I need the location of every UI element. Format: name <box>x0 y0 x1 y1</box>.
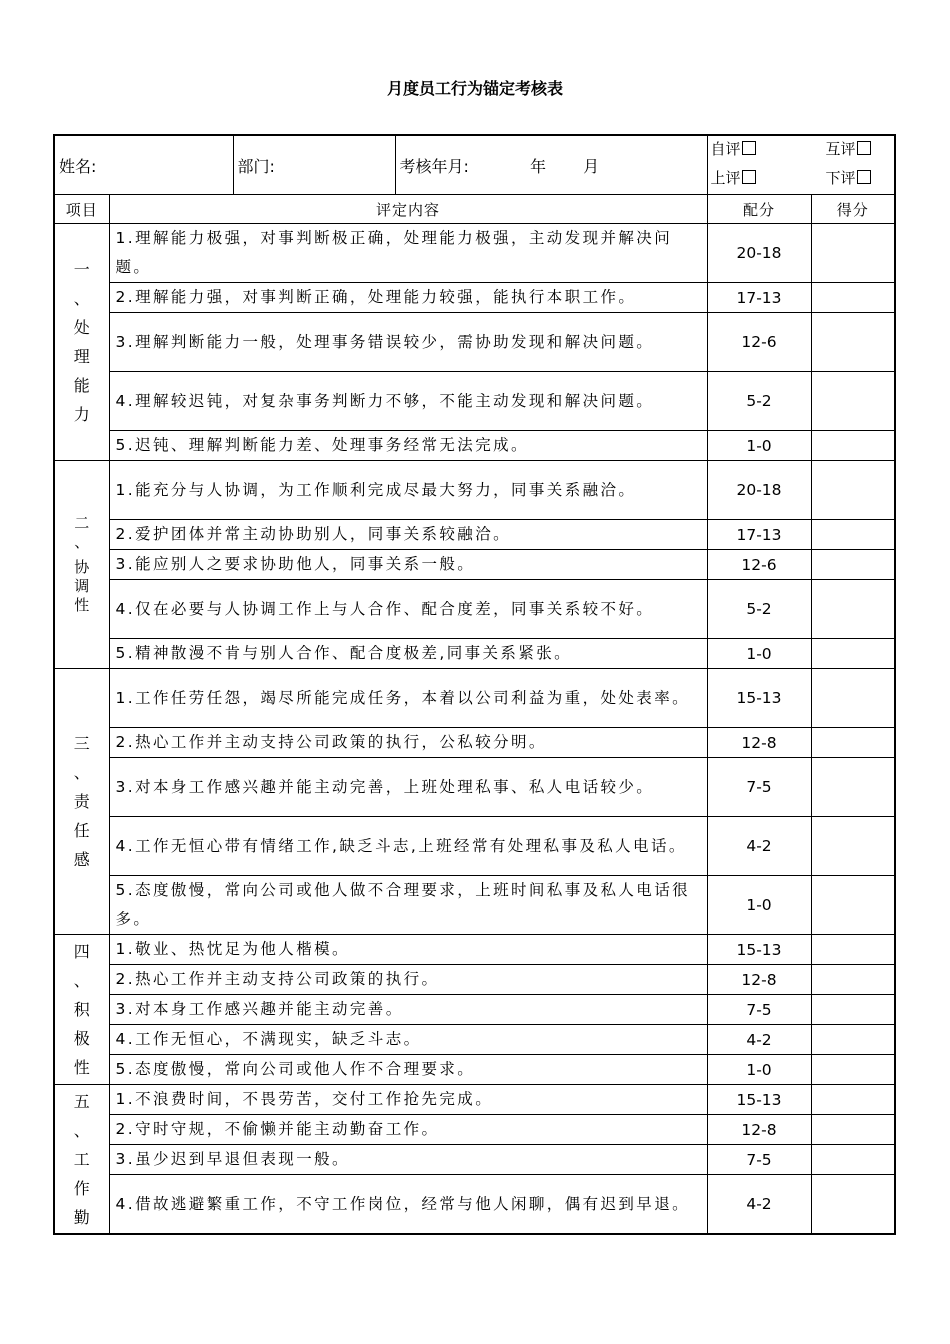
table-row <box>54 313 895 372</box>
score-input-cell[interactable] <box>811 580 895 639</box>
points-range: 5-2 <box>707 372 811 431</box>
points-range: 1-0 <box>707 1055 811 1085</box>
subordinate-eval-checkbox[interactable] <box>857 170 871 184</box>
points-range: 12-8 <box>707 728 811 758</box>
criteria-text: 1.敬业、热忱足为他人楷模。 <box>109 935 707 965</box>
points-range: 7-5 <box>707 1145 811 1175</box>
header-row <box>54 135 895 195</box>
points-range: 1-0 <box>707 876 811 935</box>
column-header-row <box>54 195 895 224</box>
score-input-cell[interactable] <box>811 1055 895 1085</box>
period-field[interactable] <box>395 135 707 195</box>
category-char: 、 <box>73 971 90 990</box>
criteria-text: 5.迟钝、理解判断能力差、处理事务经常无法完成。 <box>109 431 707 461</box>
criteria-text: 3.虽少迟到早退但表现一般。 <box>109 1145 707 1175</box>
category-char: 能 <box>73 376 90 395</box>
table-row <box>54 758 895 817</box>
period-label: 考核年月: <box>399 156 469 176</box>
points-range: 15-13 <box>707 1085 811 1115</box>
score-input-cell[interactable] <box>811 550 895 580</box>
category-char: 、 <box>74 533 90 551</box>
points-range: 12-8 <box>707 1115 811 1145</box>
col-points: 配分 <box>707 195 811 224</box>
criteria-text: 4.理解较迟钝，对复杂事务判断力不够，不能主动发现和解决问题。 <box>109 372 707 431</box>
category-char: 感 <box>73 850 90 869</box>
table-row <box>54 995 895 1025</box>
superior-eval-checkbox[interactable] <box>742 170 756 184</box>
points-range: 12-8 <box>707 965 811 995</box>
category-char: 勤 <box>73 1207 90 1227</box>
category-cell <box>54 935 109 1085</box>
points-range: 7-5 <box>707 758 811 817</box>
score-input-cell[interactable] <box>811 1175 895 1235</box>
table-row <box>54 876 895 935</box>
score-input-cell[interactable] <box>811 669 895 728</box>
table-row <box>54 224 895 283</box>
category-char: 处 <box>73 318 90 337</box>
category-char: 一 <box>73 260 90 279</box>
superior-eval-label: 上评 <box>710 169 741 187</box>
evaluation-type-options <box>708 136 895 194</box>
points-range: 17-13 <box>707 520 811 550</box>
category-char: 调 <box>74 577 90 595</box>
page-title: 月度员工行为锚定考核表 <box>386 79 563 98</box>
category-char: 五 <box>73 1091 90 1111</box>
criteria-text: 5.态度傲慢，常向公司或他人作不合理要求。 <box>109 1055 707 1085</box>
col-item: 项目 <box>54 195 109 224</box>
score-input-cell[interactable] <box>811 639 895 669</box>
points-range: 17-13 <box>707 283 811 313</box>
category-char: 、 <box>73 289 90 308</box>
criteria-text: 2.热心工作并主动支持公司政策的执行。 <box>109 965 707 995</box>
points-range: 4-2 <box>707 1025 811 1055</box>
table-row <box>54 550 895 580</box>
points-range: 12-6 <box>707 550 811 580</box>
criteria-text: 5.态度傲慢，常向公司或他人做不合理要求，上班时间私事及私人电话很多。 <box>109 876 707 935</box>
table-row <box>54 965 895 995</box>
score-input-cell[interactable] <box>811 1145 895 1175</box>
category-char: 力 <box>73 405 90 424</box>
score-input-cell[interactable] <box>811 728 895 758</box>
category-char: 、 <box>73 763 90 782</box>
points-range: 7-5 <box>707 995 811 1025</box>
points-range: 15-13 <box>707 935 811 965</box>
category-char: 理 <box>73 347 90 366</box>
score-input-cell[interactable] <box>811 876 895 935</box>
table-row <box>54 1025 895 1055</box>
score-input-cell[interactable] <box>811 283 895 313</box>
points-range: 5-2 <box>707 580 811 639</box>
table-row <box>54 520 895 550</box>
category-char: 、 <box>73 1120 90 1140</box>
criteria-text: 3.对本身工作感兴趣并能主动完善。 <box>109 995 707 1025</box>
category-char: 责 <box>73 792 90 811</box>
peer-eval-checkbox[interactable] <box>857 141 871 155</box>
department-field[interactable] <box>233 135 395 195</box>
year-label: 年 <box>530 156 547 176</box>
criteria-text: 1.能充分与人协调，为工作顺利完成尽最大努力，同事关系融洽。 <box>109 461 707 520</box>
self-eval-checkbox[interactable] <box>742 141 756 155</box>
table-row <box>54 580 895 639</box>
peer-eval-option[interactable] <box>826 138 871 159</box>
points-range: 1-0 <box>707 639 811 669</box>
self-eval-label: 自评 <box>710 140 741 158</box>
score-input-cell[interactable] <box>811 1025 895 1055</box>
table-row <box>54 1175 895 1235</box>
subordinate-eval-label: 下评 <box>825 169 856 187</box>
criteria-text: 1.不浪费时间，不畏劳苦，交付工作抢先完成。 <box>109 1085 707 1115</box>
points-range: 4-2 <box>707 817 811 876</box>
criteria-text: 2.守时守规，不偷懒并能主动勤奋工作。 <box>109 1115 707 1145</box>
criteria-text: 4.借故逃避繁重工作，不守工作岗位，经常与他人闲聊，偶有迟到早退。 <box>109 1175 707 1235</box>
table-row <box>54 431 895 461</box>
table-row <box>54 935 895 965</box>
score-input-cell[interactable] <box>811 431 895 461</box>
category-char: 工 <box>73 1149 90 1169</box>
criteria-text: 3.理解判断能力一般，处理事务错误较少，需协助发现和解决问题。 <box>109 313 707 372</box>
superior-eval-option[interactable] <box>711 167 756 188</box>
criteria-text: 2.爱护团体并常主动协助别人，同事关系较融洽。 <box>109 520 707 550</box>
table-row <box>54 461 895 520</box>
col-score: 得分 <box>811 195 895 224</box>
category-cell <box>54 1085 109 1235</box>
table-row <box>54 817 895 876</box>
criteria-text: 4.仅在必要与人协调工作上与人合作、配合度差，同事关系较不好。 <box>109 580 707 639</box>
criteria-text: 4.工作无恒心，不满现实，缺乏斗志。 <box>109 1025 707 1055</box>
category-cell <box>54 461 109 669</box>
score-input-cell[interactable] <box>811 313 895 372</box>
criteria-text: 5.精神散漫不肯与别人合作、配合度极差,同事关系紧张。 <box>109 639 707 669</box>
score-input-cell[interactable] <box>811 1085 895 1115</box>
table-row <box>54 1145 895 1175</box>
table-row <box>54 1085 895 1115</box>
evaluation-table <box>53 134 896 1235</box>
score-input-cell[interactable] <box>811 817 895 876</box>
score-input-cell[interactable] <box>811 520 895 550</box>
table-row <box>54 639 895 669</box>
table-row <box>54 283 895 313</box>
score-input-cell[interactable] <box>811 1115 895 1145</box>
table-row <box>54 1115 895 1145</box>
points-range: 20-18 <box>707 461 811 520</box>
criteria-text: 1.理解能力极强，对事判断极正确，处理能力极强，主动发现并解决问题。 <box>109 224 707 283</box>
score-input-cell[interactable] <box>811 995 895 1025</box>
criteria-text: 2.热心工作并主动支持公司政策的执行，公私较分明。 <box>109 728 707 758</box>
score-input-cell[interactable] <box>811 224 895 283</box>
category-char: 极 <box>73 1029 90 1048</box>
month-label: 月 <box>583 156 600 176</box>
category-char: 协 <box>74 558 90 576</box>
category-char: 四 <box>73 942 90 961</box>
category-char: 作 <box>73 1178 90 1198</box>
category-char: 性 <box>74 596 90 614</box>
criteria-text: 3.能应别人之要求协助他人，同事关系一般。 <box>109 550 707 580</box>
criteria-text: 4.工作无恒心带有情绪工作,缺乏斗志,上班经常有处理私事及私人电话。 <box>109 817 707 876</box>
table-row <box>54 669 895 728</box>
points-range: 4-2 <box>707 1175 811 1235</box>
table-row <box>54 1055 895 1085</box>
criteria-text: 3.对本身工作感兴趣并能主动完善，上班处理私事、私人电话较少。 <box>109 758 707 817</box>
score-input-cell[interactable] <box>811 758 895 817</box>
category-char: 三 <box>73 734 90 753</box>
score-input-cell[interactable] <box>811 372 895 431</box>
points-range: 15-13 <box>707 669 811 728</box>
points-range: 1-0 <box>707 431 811 461</box>
score-input-cell[interactable] <box>811 935 895 965</box>
criteria-text: 1.工作任劳任怨，竭尽所能完成任务，本着以公司利益为重，处处表率。 <box>109 669 707 728</box>
category-cell <box>54 669 109 935</box>
col-content: 评定内容 <box>109 195 707 224</box>
name-field[interactable] <box>54 135 233 195</box>
subordinate-eval-option[interactable] <box>826 167 871 188</box>
score-input-cell[interactable] <box>811 965 895 995</box>
department-label: 部门: <box>237 156 275 176</box>
category-char: 性 <box>73 1058 90 1077</box>
table-row <box>54 372 895 431</box>
score-input-cell[interactable] <box>811 461 895 520</box>
category-char: 二 <box>74 514 90 532</box>
name-label: 姓名: <box>59 156 97 176</box>
points-range: 12-6 <box>707 313 811 372</box>
peer-eval-label: 互评 <box>825 140 856 158</box>
self-eval-option[interactable] <box>711 138 756 159</box>
category-char: 任 <box>73 821 90 840</box>
points-range: 20-18 <box>707 224 811 283</box>
criteria-text: 2.理解能力强，对事判断正确，处理能力较强，能执行本职工作。 <box>109 283 707 313</box>
category-cell <box>54 224 109 461</box>
table-row <box>54 728 895 758</box>
category-char: 积 <box>73 1000 90 1019</box>
